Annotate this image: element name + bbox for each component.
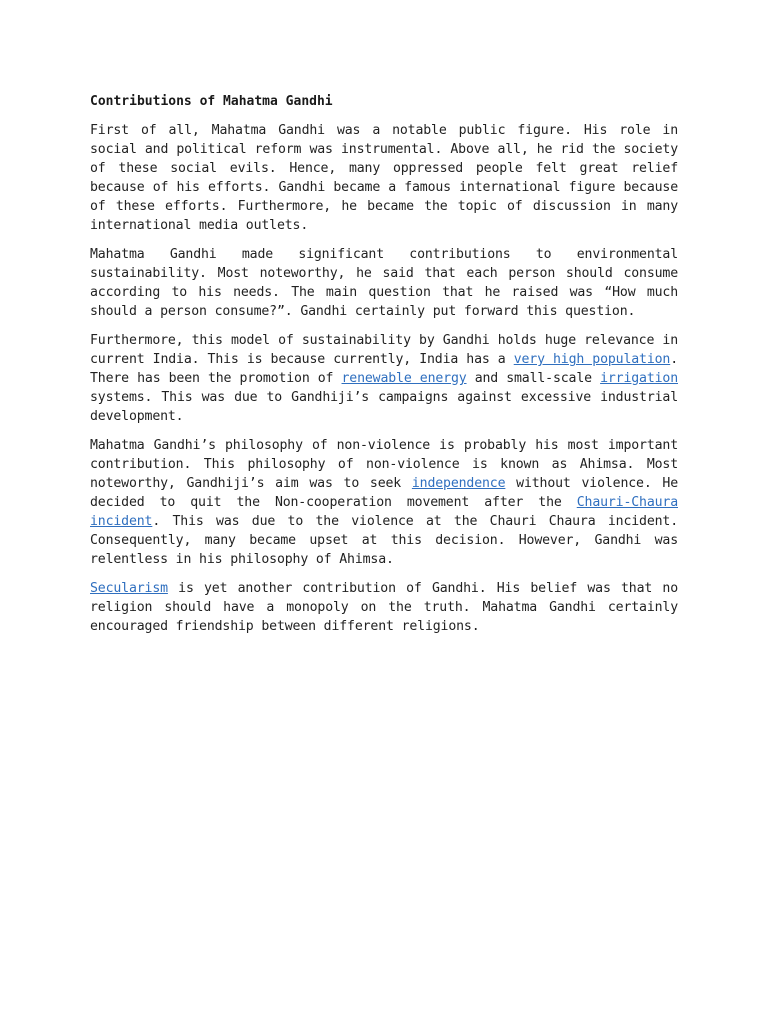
paragraph-3-text-3: and small-scale — [466, 371, 601, 386]
paragraph-4-text-2: without violence. He decided to quit the Non-cooperation movement after the — [90, 476, 678, 510]
paragraph-4-text-1: Mahatma Gandhi’s philosophy of non-violence is probably his most important contribution. This philosophy of non-violence is known as Ahimsa. Most noteworthy, Gandhiji’s aim was to seek — [90, 438, 678, 491]
paragraph-3-text-4: systems. This was due to Gandhiji’s campaigns against excessive industrial development. — [90, 390, 678, 424]
paragraph-2: Mahatma Gandhi made significant contributions to environmental sustainability. Most noteworthy, he said that each person should consume according to his needs. The main question that he raised was “How much should a person consume?”. Gandhi certainly put forward this question. — [90, 247, 678, 319]
paragraph-4-text-3: . This was due to the violence at the Chauri Chaura incident. Consequently, many became upset at this decision. However, Gandhi was relentless in his philosophy of Ahimsa. — [90, 514, 678, 567]
paragraph-5 — [90, 579, 678, 636]
paragraph-3-text-2: . There has been the promotion of — [90, 352, 678, 386]
document-page — [90, 92, 678, 646]
link-chauri-chaura-incident[interactable]: Chauri-Chaura incident — [90, 495, 678, 529]
paragraph-3 — [90, 331, 678, 426]
paragraph-4 — [90, 436, 678, 569]
link-very-high-population[interactable]: very high population — [513, 352, 671, 367]
link-independence[interactable]: independence — [411, 476, 506, 491]
paragraph-1: First of all, Mahatma Gandhi was a notable public figure. His role in social and political reform was instrumental. Above all, he rid the society of these social evils. Hence, many oppressed people felt great relief because of his efforts. Gandhi became a famous international figure because of these efforts. Furthermore, he became the topic of discussion in many international media outlets. — [90, 123, 678, 233]
link-secularism[interactable]: Secularism — [90, 581, 168, 596]
link-irrigation[interactable]: irrigation — [600, 371, 678, 386]
paragraph-5-text-1: is yet another contribution of Gandhi. His belief was that no religion should have a monopoly on the truth. Mahatma Gandhi certainly encouraged friendship between different religions. — [90, 581, 678, 634]
link-renewable-energy[interactable]: renewable energy — [341, 371, 467, 386]
paragraph-3-text-1: Furthermore, this model of sustainability by Gandhi holds huge relevance in current India. This is because currently, India has a — [90, 333, 678, 367]
document-title: Contributions of Mahatma Gandhi — [90, 94, 333, 109]
